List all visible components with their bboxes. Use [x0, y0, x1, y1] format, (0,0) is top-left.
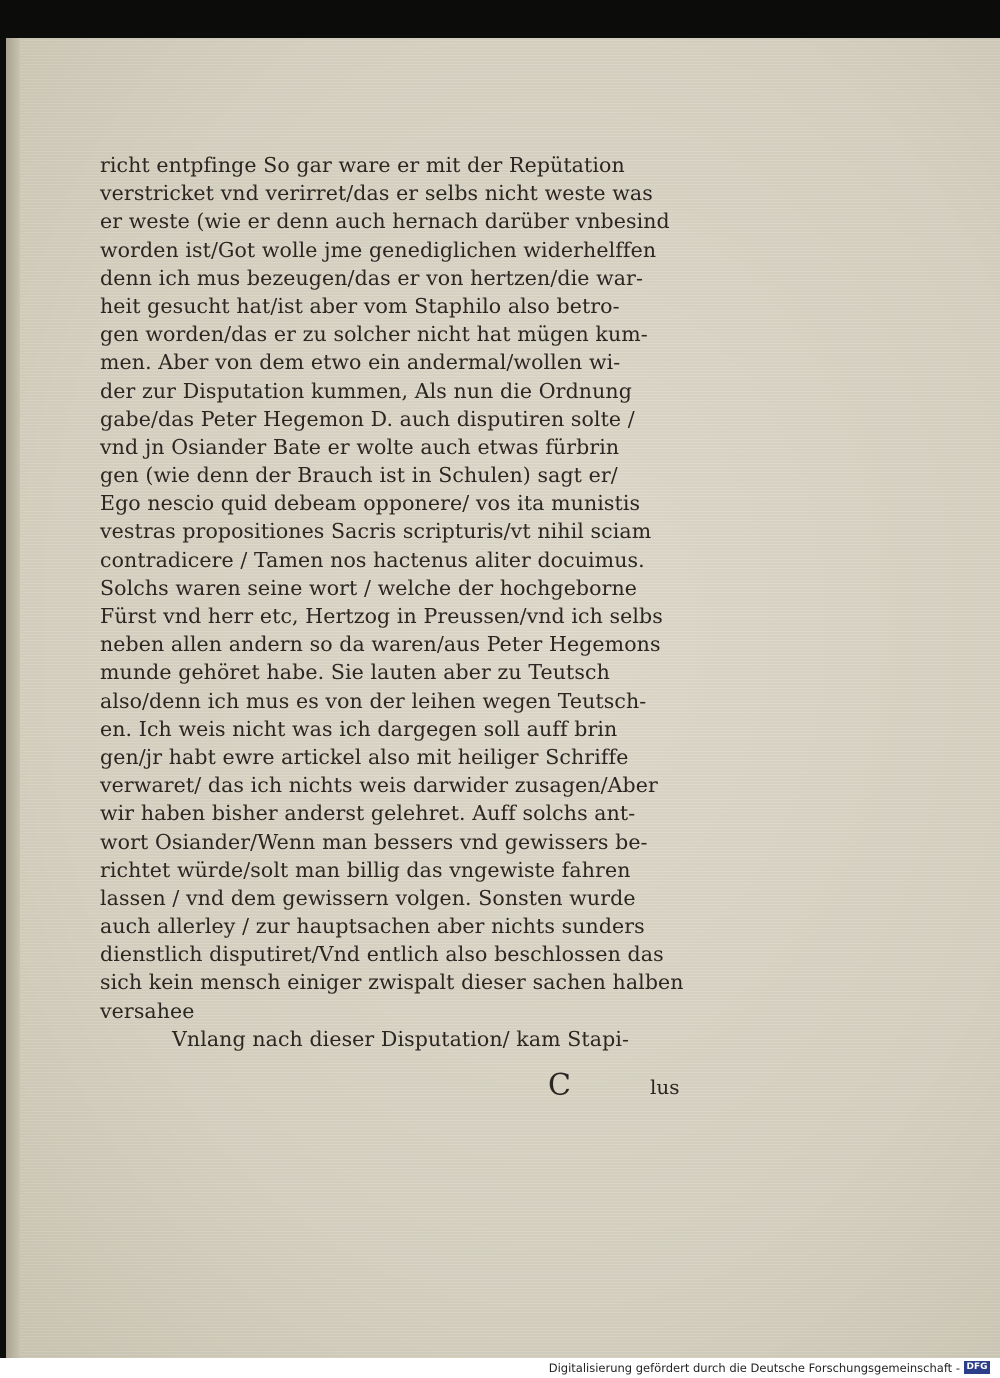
text-line: versahee: [100, 998, 195, 1023]
text-line: en. Ich weis nicht was ich dargegen soll auff brin: [100, 716, 618, 741]
text-line: heit gesucht hat/ist aber vom Staphilo also betro-: [100, 293, 620, 318]
catchword: lus: [650, 1075, 680, 1099]
text-line: also/denn ich mus es von der leihen wegen Teutsch-: [100, 688, 647, 713]
text-line-paragraph-start: Vnlang nach dieser Disputation/ kam Stapi-: [172, 1026, 630, 1051]
page-edge: [6, 38, 20, 1358]
signature-mark: C: [548, 1068, 571, 1103]
text-line: der zur Disputation kummen, Als nun die Ordnung: [100, 378, 632, 403]
text-line: wort Osiander/Wenn man bessers vnd gewissers be-: [100, 829, 648, 854]
page-footer: [100, 1068, 700, 1103]
text-line: wir haben bisher anderst gelehret. Auff solchs ant-: [100, 801, 636, 826]
dfg-logo: DFG: [964, 1361, 990, 1374]
text-line: gen/jr habt ewre artickel also mit heiliger Schriffe: [100, 744, 629, 769]
text-line: verwaret/ das ich nichts weis darwider zusagen/Aber: [100, 773, 658, 798]
text-line: dienstlich disputiret/Vnd entlich also beschlossen das: [100, 942, 664, 967]
text-line: lassen / vnd dem gewissern volgen. Sonsten wurde: [100, 885, 636, 910]
page-sheet: [6, 38, 1000, 1358]
credit-bar: [0, 1358, 1000, 1378]
text-line: gen worden/das er zu solcher nicht hat mügen kum-: [100, 322, 648, 347]
text-line: Solchs waren seine wort / welche der hochgeborne: [100, 575, 638, 600]
text-line: men. Aber von dem etwo ein andermal/wollen wi-: [100, 350, 621, 375]
text-line: worden ist/Got wolle jme genediglichen widerhelffen: [100, 237, 657, 262]
text-line: munde gehöret habe. Sie lauten aber zu Teutsch: [100, 660, 610, 685]
text-line: sich kein mensch einiger zwispalt dieser sachen halben: [100, 970, 684, 995]
text-line: denn ich mus bezeugen/das er von hertzen/die war-: [100, 265, 643, 290]
text-line: er weste (wie er denn auch hernach darüber vnbesind: [100, 209, 670, 234]
text-line: richt entpfinge So gar ware er mit der Repütation: [100, 153, 625, 177]
text-line: vnd jn Osiander Bate er wolte auch etwas fürbrin: [100, 434, 620, 459]
text-line: auch allerley / zur hauptsachen aber nichts sunders: [100, 914, 645, 939]
text-line: verstricket vnd verirret/das er selbs nicht weste was: [100, 181, 653, 206]
text-line: contradicere / Tamen nos hactenus aliter docuimus.: [100, 547, 645, 572]
text-line: Fürst vnd herr etc, Hertzog in Preussen/vnd ich selbs: [100, 604, 663, 628]
text-line: Ego nescio quid debeam opponere/ vos ita munistis: [100, 491, 641, 516]
funding-credit: Digitalisierung gefördert durch die Deutsche Forschungsgemeinschaft -: [548, 1361, 960, 1375]
text-line: gabe/das Peter Hegemon D. auch disputiren solte /: [100, 406, 635, 431]
body-text: [100, 151, 700, 1053]
text-line: neben allen andern so da waren/aus Peter Hegemons: [100, 632, 661, 657]
text-line: gen (wie denn der Brauch ist in Schulen) sagt er/: [100, 463, 618, 488]
text-line: vestras propositiones Sacris scripturis/vt nihil sciam: [100, 519, 652, 544]
text-line: richtet würde/solt man billig das vngewiste fahren: [100, 857, 631, 882]
